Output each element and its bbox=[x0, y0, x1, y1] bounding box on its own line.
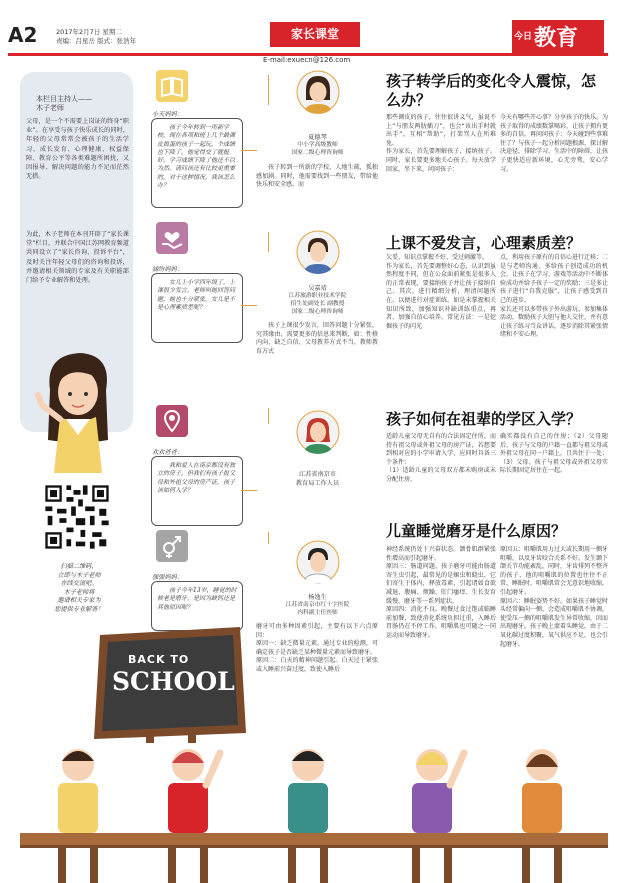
qr-code[interactable] bbox=[43, 483, 111, 551]
contact-email: E-mail:exuecn@126.com bbox=[263, 56, 351, 64]
pin-icon bbox=[156, 405, 188, 437]
expert-name: 吴嘉靖 bbox=[308, 285, 327, 292]
article-column: 神经系统仍处于兴奋状态。颌骨肌群紧张性增高而引起磨牙。 原因三：肠道问题。孩子磨牙可能由肠道寄生虫引起，最常见的是蛔虫和蛲虫，它们寄生于体内，释放毒素，引起诸如食欲减退、腹痛、烦躁、肛门瘙痒、生长发育缓慢，磨牙等一系列症状。 原因四：消化不良。晚餐过食过饱或临睡前加餐，致使消化系统负担过重，入睡后胃肠仍在不停工作，咀嚼肌也可随之一同运动而导致磨牙。 bbox=[386, 546, 496, 639]
students-illustration bbox=[20, 735, 608, 883]
article-column: 今天有哪些开心事？分享孩子的快乐。为孩子取得的成绩数掌喝彩，让孩子拥有更多的自信。再问问孩子：今天碰到些事难住了？与孩子一起分析问题根源，探讨解决途径，排除学习、生活中的障碍，让孩子更快适应新环境，心无旁骛，安心学习。 bbox=[500, 114, 609, 173]
question-text: 孩子今年转到一所新学校，现在各项和班上几个最调皮捣蛋的孩子一起玩，个成绩也下降了。他觉得交了就挺好。学习成绩下降了他还不以为然。请问该还有比较更重要的，对于这种情况，我该怎么办？ bbox=[157, 124, 236, 190]
student bbox=[288, 749, 328, 883]
article-column: 那些调皮的孩子，往往很讲义气，虽说不上“与朋友两肋插刀”，也会“该出手时就出手”，互相“帮助”，打架骂人在所难免。 作为家长，首先要理解孩子，接纳孩子。同时，家长要更多地关心孩子。每天放学回家，坐下来，问问孩子： bbox=[386, 114, 496, 173]
asker-name: 小天妈妈： bbox=[152, 111, 183, 118]
question-text: 我和爱人在南京都没有独立的房子，但我们有孩子报父母和外祖父母的房产证，孩子该如何入学？ bbox=[157, 462, 236, 494]
issue-date: 2017年2月7日 星期二 bbox=[56, 28, 122, 36]
logo-small-text: 今日 bbox=[513, 31, 532, 42]
article-column: 欠妥、知识点掌握不好、受过刺激等。 作为家长，首先要调整好心态，认识到虽然程度不同，但在公众面前紧张是很多人的正常表现，要接纳孩子并让孩子接纳自己。其次，进行精细分析，理清问题所在，以便进行对症训练。如是未掌握相关知识所致，加强知识补缺训练重点，再者，加强自信心培养，常见方法：一是挖掘孩子的闪光 bbox=[386, 254, 496, 330]
intro-paragraph: 为此，木子老师在本刊开辟了“家长课堂”栏目，并联合中国江苏网教育频道共同设立了“家长咨询、投诉平台”，及时关注年轻父母们的咨询和投诉，并邀请相关领域的专家及有关职能部门给予专业解答和处理。 bbox=[26, 231, 129, 285]
question-icon-box bbox=[156, 70, 188, 102]
question-bubble bbox=[151, 273, 243, 343]
page-number: A2 bbox=[8, 23, 38, 47]
book-icon bbox=[156, 70, 188, 102]
connector-line bbox=[241, 305, 257, 306]
logo-big-text: 教育 bbox=[534, 26, 579, 51]
asker-name: 涵纷妈妈： bbox=[152, 266, 183, 273]
expert-title: 江苏旅游职业技术学院 招生处副处长 副教授 国家二级心理咨询师 bbox=[288, 293, 347, 315]
expert-answer: 磨牙可由多种因素引起，主要有以下六点原因： 原因一：缺乏微量元素。通过专业的检测，可确定孩子是否缺乏某种微量元素而导致磨牙。 原因二：白天的精神问题引起。白天过于紧张或入睡前兴奋过度，致使入睡后 bbox=[256, 623, 378, 673]
question-bubble bbox=[151, 581, 243, 631]
heart-hand-icon bbox=[156, 222, 188, 254]
student bbox=[412, 749, 464, 883]
article-headline: 孩子转学后的变化令人震惊，怎么办？ bbox=[386, 72, 597, 109]
student bbox=[168, 749, 220, 883]
article-headline: 儿童睡觉磨牙是什么原因？ bbox=[386, 522, 567, 540]
board-line2: SCHOOL bbox=[112, 667, 235, 696]
article-column: 确实都没有自己的住房；（2）父母随后，孩子与父母的户籍一直都与祖父母或外祖父母在同一户籍上，且共住于一处；（3）父母、孩子与祖父母或外祖父母实际长期固定居住在一起。 bbox=[500, 433, 609, 475]
article-column: 原因五：咀嚼肌用力过大或长期用一侧牙咀嚼，以及牙齿咬合关系不好。发生颞下颌关节功能紊乱，同时，牙齿排列不整齐的孩子，他的咀嚼肌的位置也往往不正常，睡眠时，咀嚼肌常会无意识地收缩，引起磨牙。 原因六：睡眠姿势不好。如果孩子睡觉时头经常偏向一侧，会造成咀嚼肌不协调，使受压一侧的咀嚼肌发生异常收缩，因而出现磨牙。孩子晚上蒙着头睡觉，由于二氧化碳过度积聚，氧气供应不足，也会引起磨牙。 bbox=[500, 546, 609, 648]
student bbox=[522, 749, 562, 883]
expert-avatar bbox=[296, 230, 340, 274]
expert-avatar bbox=[296, 70, 340, 114]
newspaper-logo bbox=[512, 20, 604, 53]
connector-line bbox=[268, 532, 269, 544]
connector-line bbox=[268, 408, 269, 424]
article-headline: 孩子如何在祖辈的学区入学？ bbox=[386, 410, 582, 428]
expert-avatar bbox=[296, 540, 340, 584]
section-masthead: 家长课堂 bbox=[270, 22, 360, 47]
connector-line bbox=[241, 490, 257, 491]
expert-title: 中小学高级教师 国家二级心理咨询师 bbox=[291, 142, 344, 156]
expert-avatar bbox=[296, 410, 340, 454]
question-text: 女儿上小学四年级了，上课很少发言，老师叫她回答问题，她也十分紧张，女儿是不是心理素质差呢？ bbox=[157, 279, 236, 311]
teacher-illustration bbox=[30, 345, 126, 475]
connector-line bbox=[268, 75, 269, 105]
expert-name: 杨逸生 bbox=[308, 594, 327, 601]
expert-name: 江苏省南京市 教育局工作人员 bbox=[295, 471, 340, 487]
qr-caption: 扫描二维码， 立即与木子老师 在线交流吧。 木子老师将 邀请相关专家为 您提供专业解答！ bbox=[54, 563, 104, 613]
asker-name: 欢欢爸爸： bbox=[152, 449, 183, 456]
question-text: 孩子今年13岁，睡觉的时候老是磨牙，是因为缺钙还是其他原因呢？ bbox=[157, 587, 237, 611]
question-icon-box bbox=[156, 530, 188, 562]
article-column: 适龄儿童父母无自有的合法固定住所，而持有祖父母或外祖父母的房产证，若想要到相对应的小学申请入学，应同时具备三个条件： （1）适龄儿童的父母双方都未购房或未分配住房， bbox=[386, 433, 496, 483]
expert-name: 夏德琴 bbox=[308, 134, 327, 141]
asker-name: 强强妈妈： bbox=[152, 574, 183, 581]
gender-icon bbox=[156, 530, 188, 562]
board-line1: BACK TO bbox=[128, 653, 190, 666]
student bbox=[58, 749, 98, 883]
expert-answer: 孩子转到一所新的学校，人地生疏，孤独感加剧。同时，他需要找到一些朋友，带给他快乐和安全感。而 bbox=[256, 164, 378, 189]
article-headline: 上课不爱发言，心理素质差？ bbox=[386, 234, 582, 252]
connector-line bbox=[268, 232, 269, 252]
question-icon-box bbox=[156, 222, 188, 254]
intro-paragraph: 父母，是一个不需要上岗证的终身“职业”。在享受与孩子快乐成长的同时，年轻的父母常常会被孩子的生活学习、成长发育、心理健康、权益保障、教育公平等各类难题所困扰，又因报导、解决问题的能力不足而茫然无措。 bbox=[26, 118, 129, 181]
editor-credits: 责编：吕星岳 版式：张浩年 bbox=[56, 37, 137, 45]
question-bubble bbox=[151, 456, 243, 526]
host-title: 本栏目主持人—— 木子老师 bbox=[36, 95, 92, 112]
article-column: 点，利用孩子原有的自信心进行迁移；二是与老师沟通，多给孩子创造成功的机会，让孩子在学习、游戏等活动中不断体验成功并给予孩子一定的奖励；三是多让孩子进行“自我克服”，让孩子感受到自己的进步。 家长还可以多带孩子外出游玩、参加集体活动，数励孩子大胆与他人交往，并有意让孩子练习当众讲话，逐步消除其紧张情绪和不安心理。 bbox=[500, 254, 609, 339]
expert-answer: 孩子上课很少发言，回答问题十分紧张，究其缘由，需要更多的信息来判断，如：性格内向、缺乏自信、父母教养方式不当、教师教育方式 bbox=[256, 322, 378, 355]
expert-title: 江苏省南京市红十字医院 内科副主任医师 bbox=[285, 602, 350, 616]
question-icon-box bbox=[156, 405, 188, 437]
question-bubble bbox=[151, 118, 243, 208]
connector-line bbox=[241, 150, 257, 151]
